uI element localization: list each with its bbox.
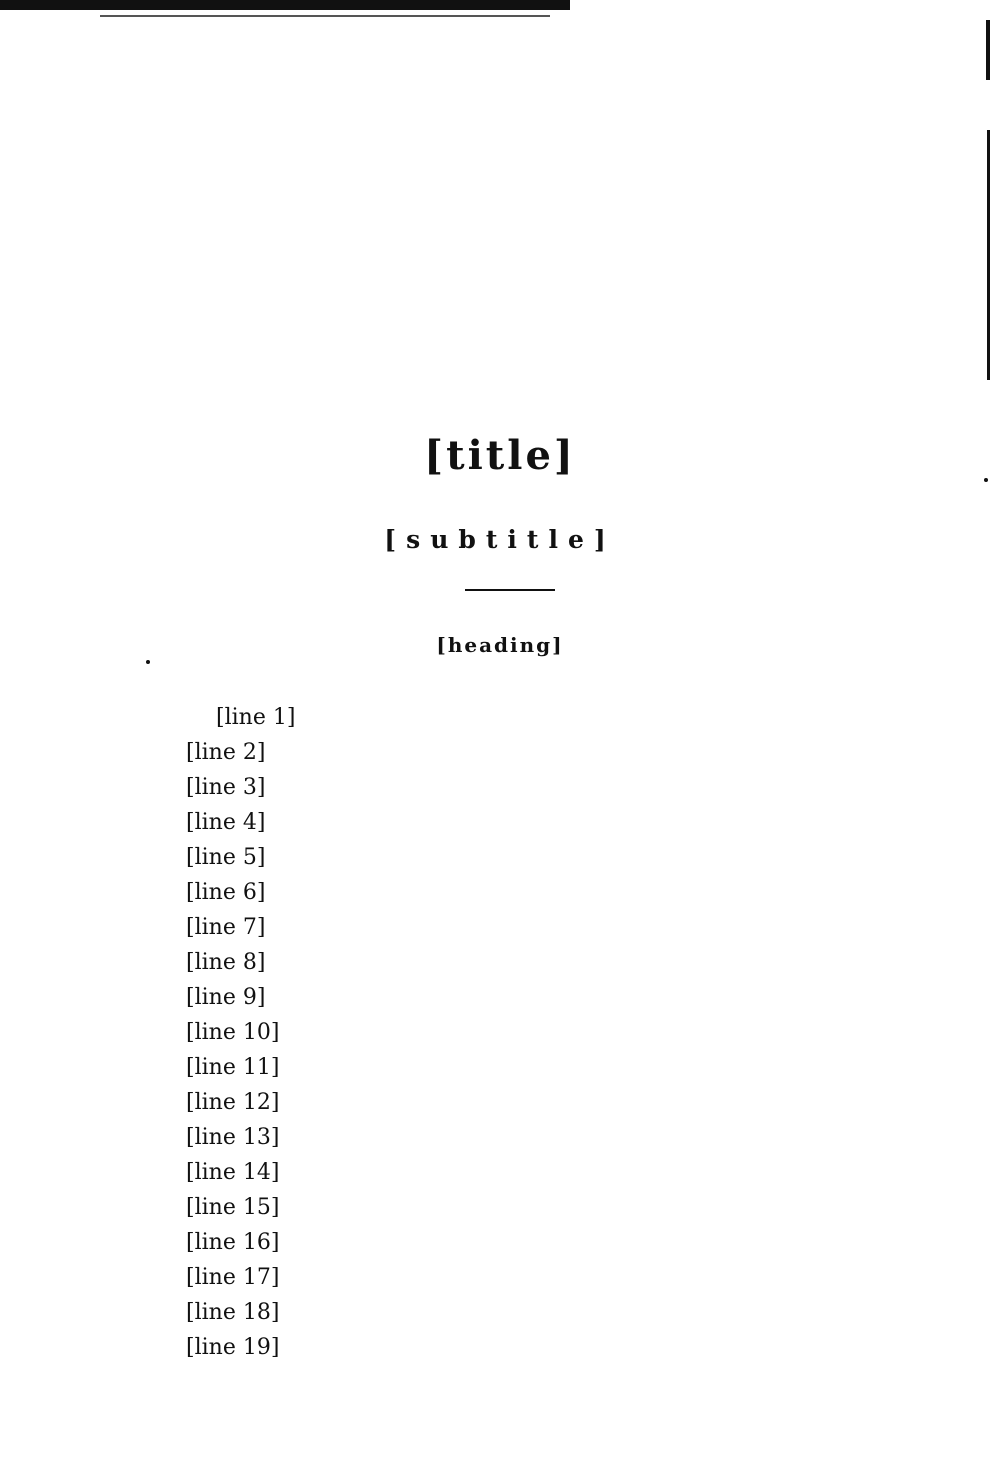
text-line: [line 9] (186, 985, 266, 1010)
scan-edge-line (100, 15, 550, 17)
text-line: [line 10] (186, 1020, 280, 1045)
margin-mark (987, 130, 990, 380)
text-line: [line 14] (186, 1160, 280, 1185)
text-line: [line 8] (186, 950, 266, 975)
text-line: [line 15] (186, 1195, 280, 1220)
text-line: [line 6] (186, 880, 266, 905)
text-line: [line 4] (186, 810, 266, 835)
text-line: [line 11] (186, 1055, 280, 1080)
margin-mark (986, 20, 990, 80)
text-line: [line 5] (186, 845, 266, 870)
text-line: [line 2] (186, 740, 266, 765)
text-line: [line 16] (186, 1230, 280, 1255)
text-line: [line 12] (186, 1090, 280, 1115)
text-line: [line 3] (186, 775, 266, 800)
scan-edge-top (0, 0, 570, 10)
text-line: [line 17] (186, 1265, 280, 1290)
section-heading: [heading] (436, 633, 564, 657)
text-line: [line 7] (186, 915, 266, 940)
page-title: [title] (424, 432, 576, 479)
page-subtitle: [subtitle] (384, 525, 616, 554)
text-line: [line 1] (216, 705, 296, 730)
body-text (186, 700, 852, 1365)
text-line: [line 18] (186, 1300, 280, 1325)
text-line: [line 19] (186, 1335, 280, 1360)
stray-dot (146, 660, 150, 664)
divider (465, 589, 555, 591)
text-line: [line 13] (186, 1125, 280, 1150)
